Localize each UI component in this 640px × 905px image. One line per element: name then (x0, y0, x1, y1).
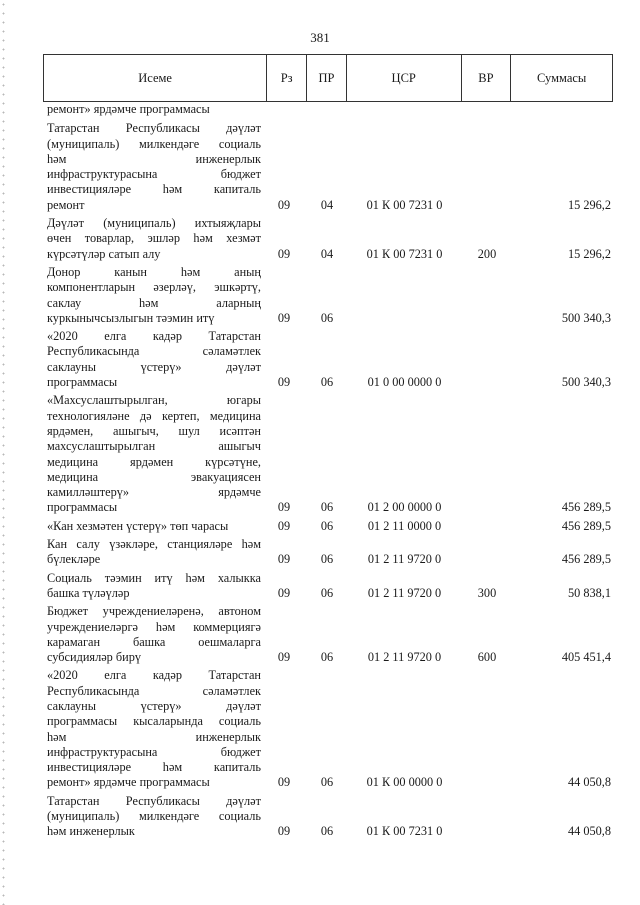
row-name (43, 604, 261, 665)
table-row (43, 393, 613, 515)
row-sum: 44 050,8 (567, 824, 611, 839)
row-name-line: медицина эвакуациясен (47, 469, 261, 484)
row-name (43, 537, 261, 568)
table-row (43, 794, 613, 840)
row-name (43, 216, 261, 262)
row-csr: 01 К 00 7231 0 (366, 824, 443, 839)
row-pr: 06 (320, 310, 334, 325)
row-csr: 01 2 11 9720 0 (367, 585, 442, 600)
row-name-line: бүлекләре (47, 552, 101, 567)
row-sum: 50 838,1 (567, 585, 611, 600)
row-pr: 06 (320, 375, 334, 390)
table-row (43, 668, 613, 790)
row-csr: 01 К 00 7231 0 (366, 246, 443, 261)
row-csr: 01 2 00 0000 0 (367, 500, 442, 515)
row-name-line: саклауны үстерү» дәүләт (47, 698, 261, 713)
row-name-line: «2020 елга кадәр Татарстан (47, 668, 261, 683)
row-sum: 456 289,5 (561, 552, 611, 567)
row-csr: 01 2 11 9720 0 (367, 650, 442, 665)
row-name (43, 393, 261, 515)
row-pr: 06 (320, 775, 334, 790)
row-name-line: Республикасында сәламәтлек (47, 344, 261, 359)
row-name-line: Кан салу үзәкләре, станцияләре һәм (47, 537, 261, 552)
header-csr: ЦСР (347, 55, 462, 101)
row-name (43, 102, 261, 117)
row-name-line: Татарстан Республикасы дәүләт (47, 121, 261, 136)
header-vr: ВР (462, 55, 512, 101)
table-header (43, 54, 613, 102)
row-name-line: күрсәтүләр сатып алу (47, 246, 161, 261)
row-name-line: һәм инженерлык (47, 151, 261, 166)
table-row (43, 102, 613, 117)
table-row (43, 216, 613, 262)
row-rz: 09 (277, 585, 291, 600)
row-vr: 200 (477, 246, 497, 261)
row-vr: 300 (477, 585, 497, 600)
header-sum: Суммасы (536, 70, 587, 85)
row-name-line: Татарстан Республикасы дәүләт (47, 793, 261, 808)
row-name-line: Бюджет учреждениеләренә, автоном (47, 604, 261, 619)
row-name-line: (муниципаль) милкендәге социаль (47, 809, 261, 824)
row-sum: 44 050,8 (567, 775, 611, 790)
row-name-line: Социаль тәэмин итү һәм халыкка (47, 570, 261, 585)
table-row (43, 329, 613, 390)
row-name (43, 794, 261, 840)
row-name-line: «Махсуслаштырылган, югары (47, 393, 261, 408)
row-name (43, 519, 261, 534)
row-rz: 09 (277, 552, 291, 567)
row-name-line: ярдәмен, ашыгыч, шул исәптән (47, 423, 261, 438)
row-name-line: ремонт» ярдәмче программасы (47, 775, 210, 790)
table-row (43, 604, 613, 665)
row-sum: 405 451,4 (561, 650, 611, 665)
row-csr: 01 0 00 0000 0 (367, 375, 442, 390)
row-rz: 09 (277, 775, 291, 790)
row-sum: 456 289,5 (561, 500, 611, 515)
table-row (43, 265, 613, 326)
row-name-line: карамаган башка оешмаларга (47, 634, 261, 649)
row-name-line: инфраструктурасына бюджет (47, 167, 261, 182)
row-sum: 456 289,5 (561, 518, 611, 533)
row-pr: 06 (320, 552, 334, 567)
row-name-line: субсидияләр бирү (47, 650, 142, 665)
row-name-line: программасы (47, 375, 118, 390)
row-name (43, 329, 261, 390)
row-rz: 09 (277, 824, 291, 839)
table-row (43, 519, 613, 534)
row-csr: 01 2 11 0000 0 (367, 518, 442, 533)
row-name (43, 121, 261, 213)
row-rz: 09 (277, 246, 291, 261)
row-name-line: өчен товарлар, эшләр һәм хезмәт (47, 231, 261, 246)
row-rz: 09 (277, 375, 291, 390)
row-name (43, 265, 261, 326)
page-number: 381 (310, 30, 330, 45)
header-pr: ПР (307, 55, 347, 101)
row-name-line: махсуслаштырылган ашыгыч (47, 439, 261, 454)
row-sum: 15 296,2 (567, 246, 611, 261)
row-csr: 01 2 11 9720 0 (367, 552, 442, 567)
row-name-line: камилләштерү» ярдәмче (47, 485, 261, 500)
row-name (43, 668, 261, 790)
header-rz: Рз (267, 55, 307, 101)
row-vr: 600 (477, 650, 497, 665)
row-name-line: һәм инженерлык (47, 824, 135, 839)
row-rz: 09 (277, 500, 291, 515)
row-name-line: программасы (47, 500, 118, 515)
table-row (43, 571, 613, 602)
row-name-line: һәм инженерлык (47, 729, 261, 744)
row-name-line: ремонт (47, 197, 85, 212)
table-row (43, 537, 613, 568)
row-csr: 01 К 00 7231 0 (366, 197, 443, 212)
row-name-line: учреждениеләргә һәм коммерциягә (47, 619, 261, 634)
row-rz: 09 (277, 310, 291, 325)
row-pr: 06 (320, 500, 334, 515)
row-pr: 06 (320, 585, 334, 600)
row-name-line: «2020 елга кадәр Татарстан (47, 329, 261, 344)
row-name (43, 571, 261, 602)
row-name-line: инвестицияләре һәм капиталь (47, 760, 261, 775)
row-name-line: компонентларын әзерләү, эшкәртү, (47, 280, 261, 295)
row-name-line: (муниципаль) милкендәге социаль (47, 136, 261, 151)
row-pr: 06 (320, 518, 334, 533)
row-pr: 04 (320, 197, 334, 212)
row-name-line: саклауны үстерү» дәүләт (47, 359, 261, 374)
row-name-line: саклау һәм аларның (47, 295, 261, 310)
row-name-line: инфраструктурасына бюджет (47, 744, 261, 759)
binding-edge-dots (2, 0, 5, 905)
row-name-line: программасы кысаларында социаль (47, 714, 261, 729)
row-name-line: «Кан хезмәтен үстерү» төп чарасы (47, 518, 229, 533)
row-rz: 09 (277, 518, 291, 533)
table-body (43, 102, 613, 843)
row-name-line: медицина ярдәмен күрсәтүне, (47, 454, 261, 469)
row-name-line: башка түләүләр (47, 585, 130, 600)
row-sum: 500 340,3 (561, 310, 611, 325)
row-name-line: технологияләне дә кертеп, медицина (47, 408, 261, 423)
row-name-line: куркынычсызлыгын тәэмин итү (47, 310, 215, 325)
row-csr: 01 К 00 0000 0 (366, 775, 443, 790)
row-pr: 06 (320, 824, 334, 839)
row-name-line: ремонт» ярдәмче программасы (47, 102, 210, 116)
row-sum: 500 340,3 (561, 375, 611, 390)
table-row (43, 121, 613, 213)
row-pr: 04 (320, 246, 334, 261)
row-sum: 15 296,2 (567, 197, 611, 212)
header-name: Исеме (44, 55, 267, 101)
row-name-line: Республикасында сәламәтлек (47, 683, 261, 698)
row-name-line: Донор канын һәм аның (47, 264, 261, 279)
row-pr: 06 (320, 650, 334, 665)
row-rz: 09 (277, 197, 291, 212)
row-rz: 09 (277, 650, 291, 665)
row-name-line: Дәүләт (муниципаль) ихтыяҗлары (47, 216, 261, 231)
row-name-line: инвестицияләре һәм капиталь (47, 182, 261, 197)
